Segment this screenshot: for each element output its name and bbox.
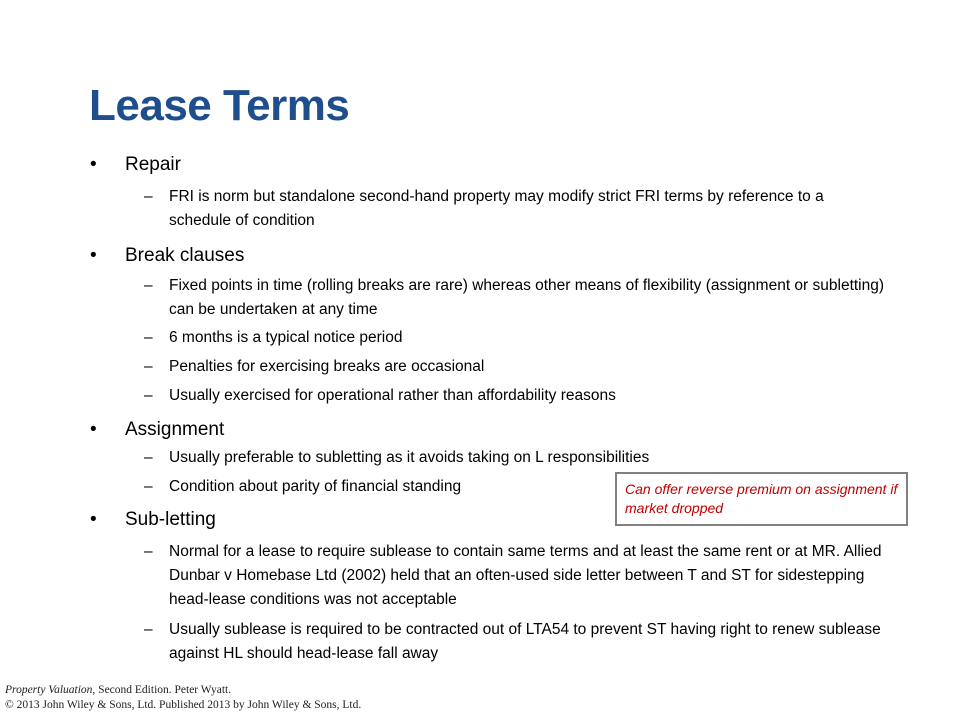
dash-marker: – xyxy=(144,358,153,375)
dash-marker: – xyxy=(144,188,153,205)
page-title: Lease Terms xyxy=(89,81,350,130)
sub-item-text: Normal for a lease to require sublease to contain same terms and at least the same rent or at MR. Allied Dunbar v Homebase Ltd (2002) held that an often-used side letter between T and ST for sidestepping head-lease conditions was not acceptable xyxy=(169,543,882,608)
sub-item-text: Usually preferable to subletting as it avoids taking on L responsibilities xyxy=(169,449,650,466)
dash-marker: – xyxy=(144,277,153,294)
dash-marker: – xyxy=(144,329,153,346)
footer-edition: , Second Edition. Peter Wyatt. xyxy=(92,684,232,696)
dash-marker: – xyxy=(144,478,153,495)
sub-item-text: 6 months is a typical notice period xyxy=(169,329,403,346)
dash-marker: – xyxy=(144,621,153,638)
sub-item-text: Usually exercised for operational rather than affordability reasons xyxy=(169,387,616,404)
bullet-dot: • xyxy=(90,509,97,530)
callout-note: Can offer reverse premium on assignment if market dropped xyxy=(615,472,908,526)
bullet-dot: • xyxy=(90,245,97,266)
bullet-dot: • xyxy=(90,419,97,440)
bullet-heading: Repair xyxy=(125,154,181,175)
sub-item-text: Fixed points in time (rolling breaks are rare) whereas other means of flexibility (assignment or subletting) can be undertaken at any time xyxy=(169,277,885,318)
bullet-dot: • xyxy=(90,154,97,175)
dash-marker: – xyxy=(144,449,153,466)
dash-marker: – xyxy=(144,543,153,560)
footer-book-title: Property Valuation xyxy=(5,684,93,696)
footer-line-1 xyxy=(5,683,361,698)
footer-citation xyxy=(5,683,361,713)
sub-item-text: Condition about parity of financial standing xyxy=(169,478,462,495)
sub-item-text: Usually sublease is required to be contracted out of LTA54 to prevent ST having right to renew sublease against HL should head-lease fall away xyxy=(169,621,881,662)
footer-copyright: © 2013 John Wiley & Sons, Ltd. Published 2013 by John Wiley & Sons, Ltd. xyxy=(5,699,362,711)
bullet-heading: Sub-letting xyxy=(125,509,216,530)
dash-marker: – xyxy=(144,387,153,404)
sub-item-text: FRI is norm but standalone second-hand property may modify strict FRI terms by reference to a schedule of condition xyxy=(169,188,824,229)
bullet-heading: Assignment xyxy=(125,419,225,440)
bullet-heading: Break clauses xyxy=(125,245,245,266)
sub-item-text: Penalties for exercising breaks are occasional xyxy=(169,358,485,375)
